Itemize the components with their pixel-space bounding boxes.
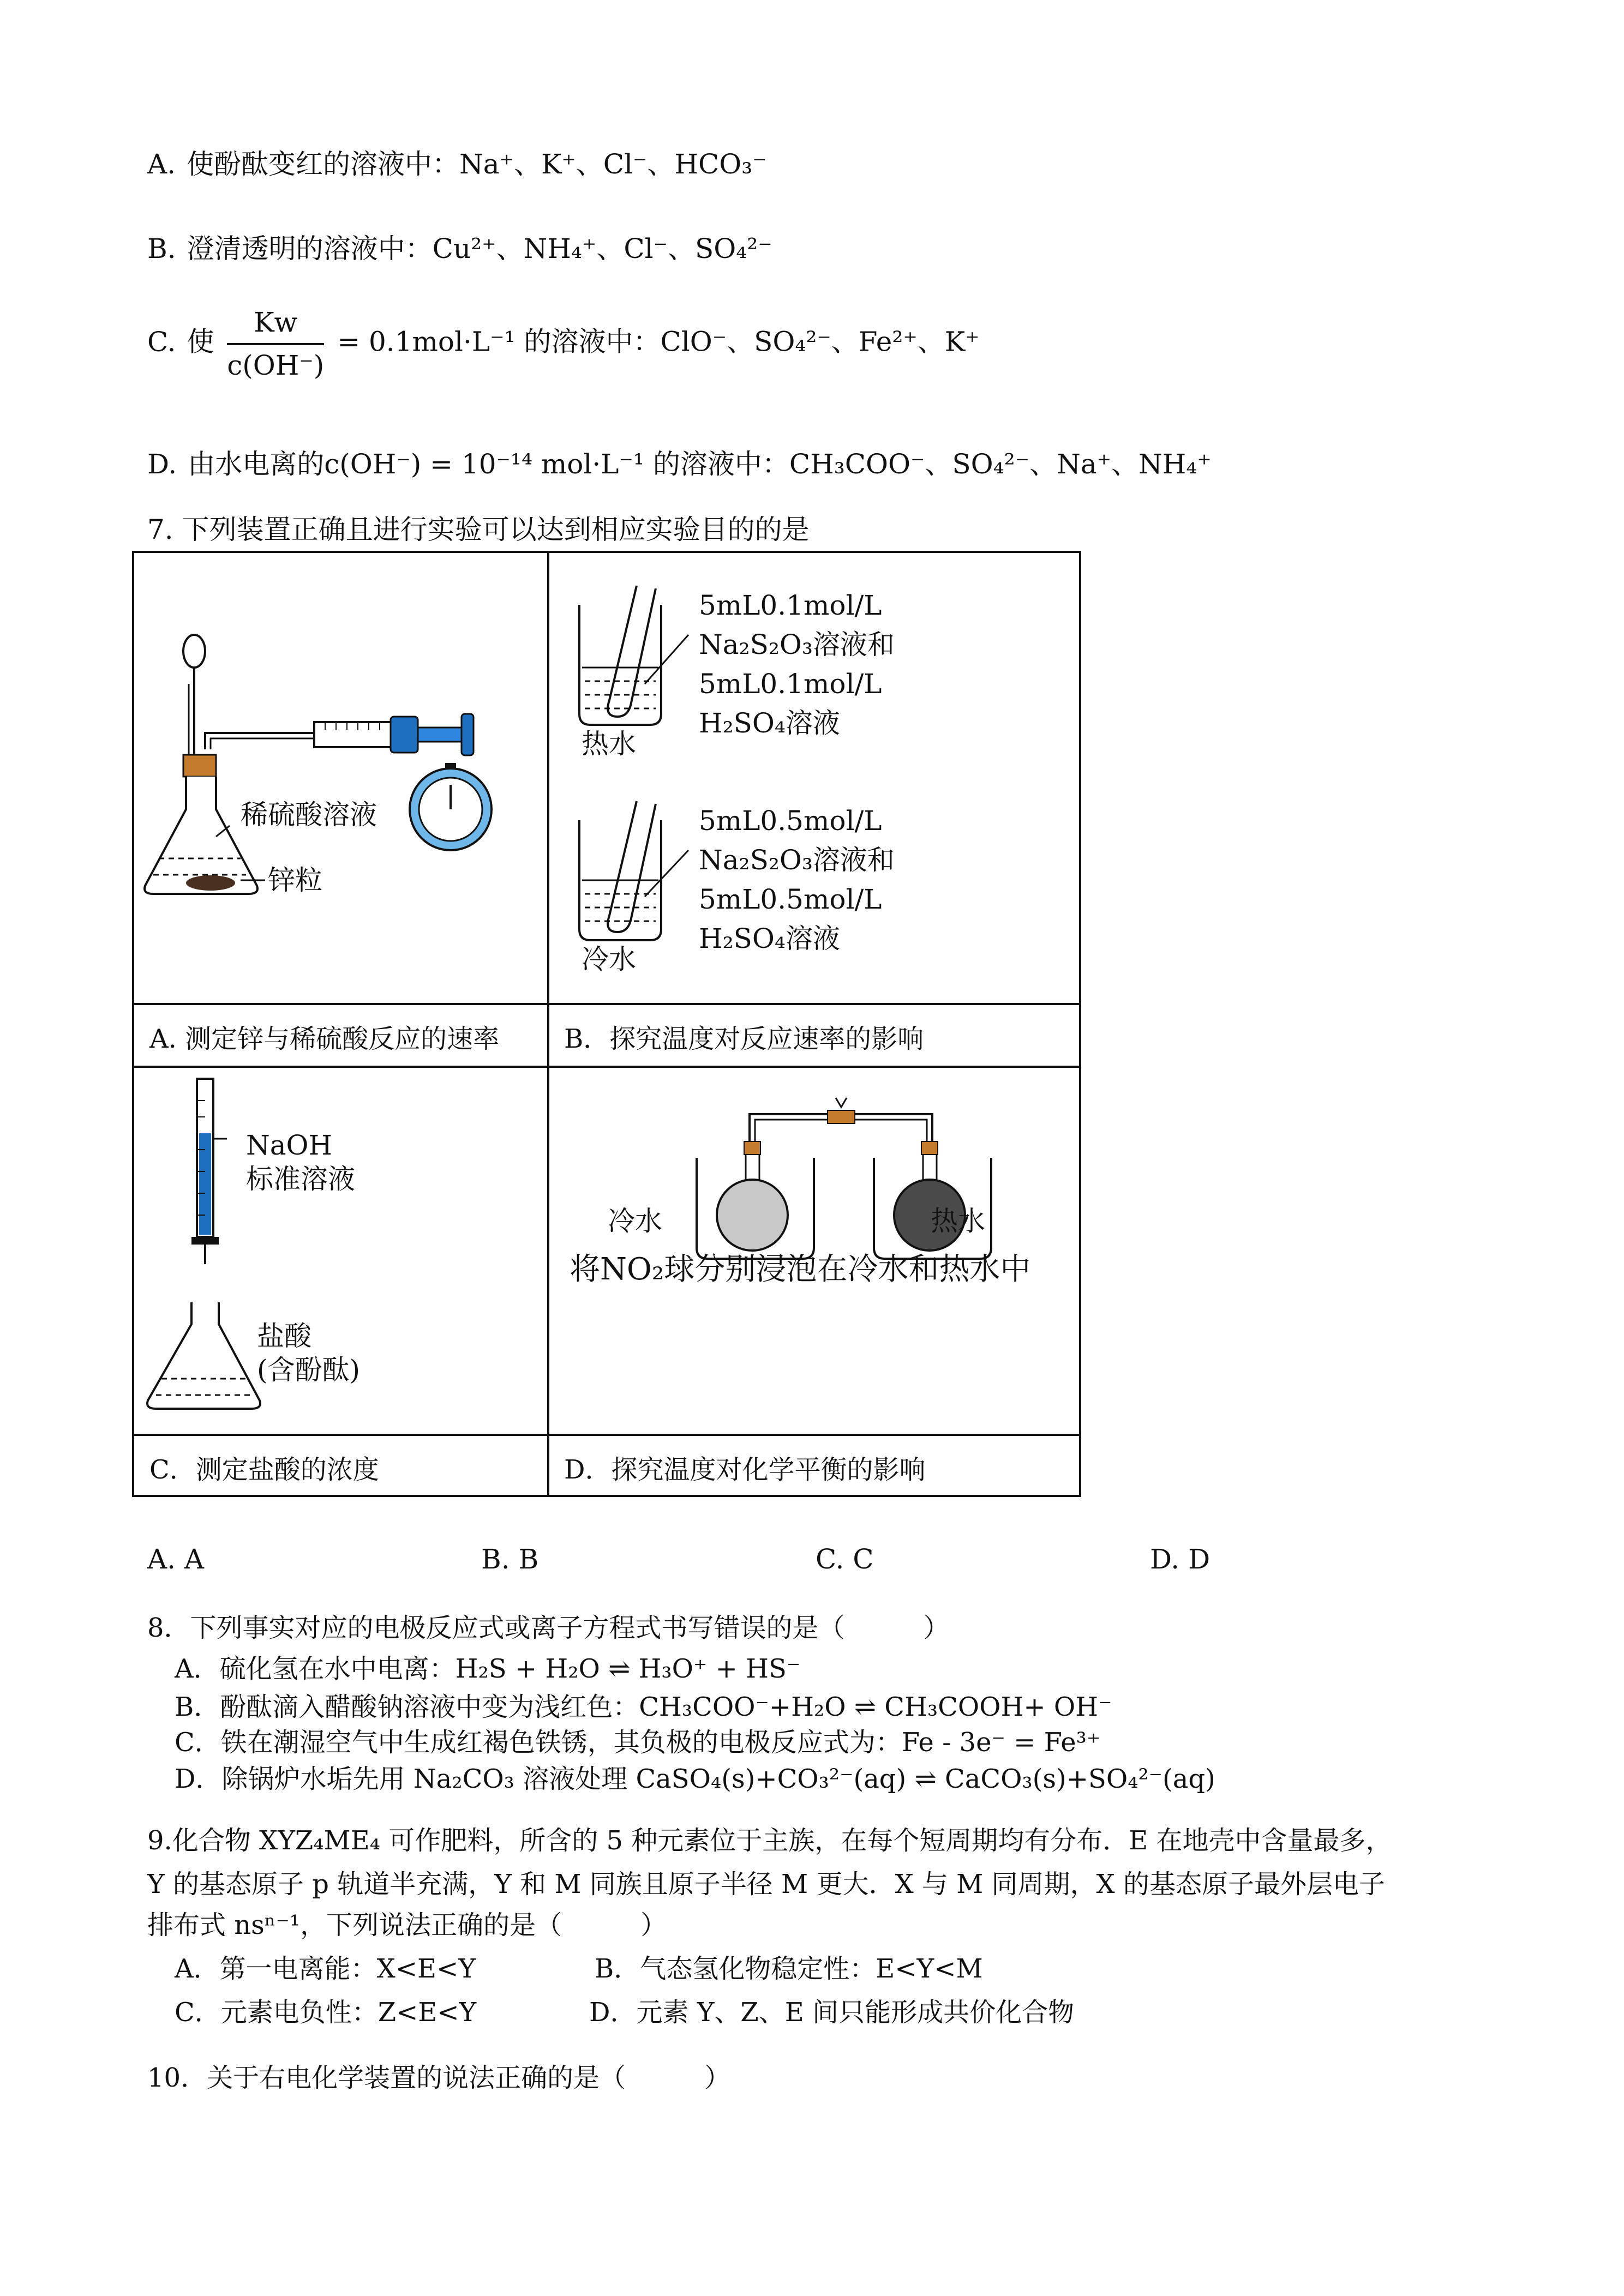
choice-d[interactable]: D. D <box>1150 1543 1210 1575</box>
caption-d: D．探究温度对化学平衡的影响 <box>564 1454 926 1485</box>
zinc-granule-label: 锌粒 <box>268 864 322 896</box>
dilute-sulfuric-acid-label: 稀硫酸溶液 <box>241 799 377 831</box>
q9-line-3: 排布式 nsⁿ⁻¹，下列说法正确的是（ ） <box>147 1910 667 1940</box>
kw-fraction: $\frac{Kw}{c(OH^-)}$ <box>227 306 325 381</box>
choice-a[interactable]: A. A <box>147 1543 205 1575</box>
q8-option-b: B．酚酞滴入醋酸钠溶液中变为浅红色：CH₃COO⁻+H₂O ⇌ CH₃COOH+ OH⁻ <box>175 1692 1112 1722</box>
q8-option-a: A．硫化氢在水中电离：H₂S + H₂O ⇌ H₃O⁺ + HS⁻ <box>175 1654 801 1684</box>
q6-option-d: D. 由水电离的c(OH⁻) = 10⁻¹⁴ mol·L⁻¹ 的溶液中：CH₃COO⁻、SO₄²⁻、Na⁺、NH₄⁺ <box>147 448 1212 480</box>
q9-line-1: 9.化合物 XYZ₄ME₄ 可作肥料，所含的 5 种元素位于主族，在每个短周期均有分布．E 在地壳中含量最多， <box>147 1825 1392 1856</box>
q8-option-d: D．除锅炉水垢先用 Na₂CO₃ 溶液处理 CaSO₄(s)+CO₃²⁻(aq) ⇌ CaCO₃(s)+SO₄²⁻(aq) <box>175 1764 1215 1794</box>
q8-stem: 8．下列事实对应的电极反应式或离子方程式书写错误的是（ ） <box>147 1613 950 1643</box>
q9-option-c: C．元素电负性：Z<E<Y <box>175 1997 477 2028</box>
q7-stem: 7. 下列装置正确且进行实验可以达到相应实验目的的是 <box>147 514 810 545</box>
hydrochloric-acid-label: 盐酸 (含酚酞) <box>257 1320 361 1386</box>
q10-stem: 10．关于右电化学装置的说法正确的是（ ） <box>147 2063 731 2093</box>
hot-water-d-label: 热水 <box>931 1205 985 1237</box>
naoh-standard-label: NaOH 标准溶液 <box>246 1129 355 1195</box>
q6-option-b: B. 澄清透明的溶液中：Cu²⁺、NH₄⁺、Cl⁻、SO₄²⁻ <box>147 233 772 265</box>
caption-b: B．探究温度对反应速率的影响 <box>564 1024 924 1054</box>
choice-c[interactable]: C. C <box>816 1543 874 1575</box>
q9-option-b: B．气态氢化物稳定性：E<Y<M <box>595 1954 983 1984</box>
bottom-reagent-label: 5mL0.5mol/L Na₂S₂O₃溶液和 5mL0.5mol/L H₂SO₄溶液 <box>699 805 895 954</box>
caption-c: C．测定盐酸的浓度 <box>149 1454 379 1485</box>
q9-line-2: Y 的基态原子 p 轨道半充满，Y 和 M 同族且原子半径 M 更大．X 与 M 同周期，X 的基态原子最外层电子 <box>147 1869 1385 1900</box>
no2-caption: 将NO₂球分别浸泡在冷水和热水中 <box>570 1252 1031 1287</box>
hot-water-label: 热水 <box>582 728 636 760</box>
q6-option-a: A. 使酚酞变红的溶液中：Na⁺、K⁺、Cl⁻、HCO₃⁻ <box>147 148 767 180</box>
choice-b[interactable]: B. B <box>481 1543 539 1575</box>
q9-option-a: A．第一电离能：X<E<Y <box>175 1954 476 1984</box>
cold-water-d-label: 冷水 <box>608 1205 662 1237</box>
zinc-flask-apparatus <box>134 553 547 1003</box>
q6-option-c: C. 使 $\frac{Kw}{c(OH^-)}$ = 0.1mol·L⁻¹ 的溶液中：ClO⁻、SO₄²⁻、Fe²⁺、K⁺ <box>147 305 980 382</box>
cold-water-label: 冷水 <box>582 943 636 975</box>
top-reagent-label: 5mL0.1mol/L Na₂S₂O₃溶液和 5mL0.1mol/L H₂SO₄溶液 <box>699 590 895 739</box>
experiment-table <box>132 551 1081 1497</box>
caption-a: A. 测定锌与稀硫酸反应的速率 <box>149 1024 500 1054</box>
q8-option-c: C．铁在潮湿空气中生成红褐色铁锈，其负极的电极反应式为：Fe - 3e⁻ = Fe³⁺ <box>175 1727 1101 1758</box>
q9-option-d: D．元素 Y、Z、E 间只能形成共价化合物 <box>589 1997 1075 2028</box>
